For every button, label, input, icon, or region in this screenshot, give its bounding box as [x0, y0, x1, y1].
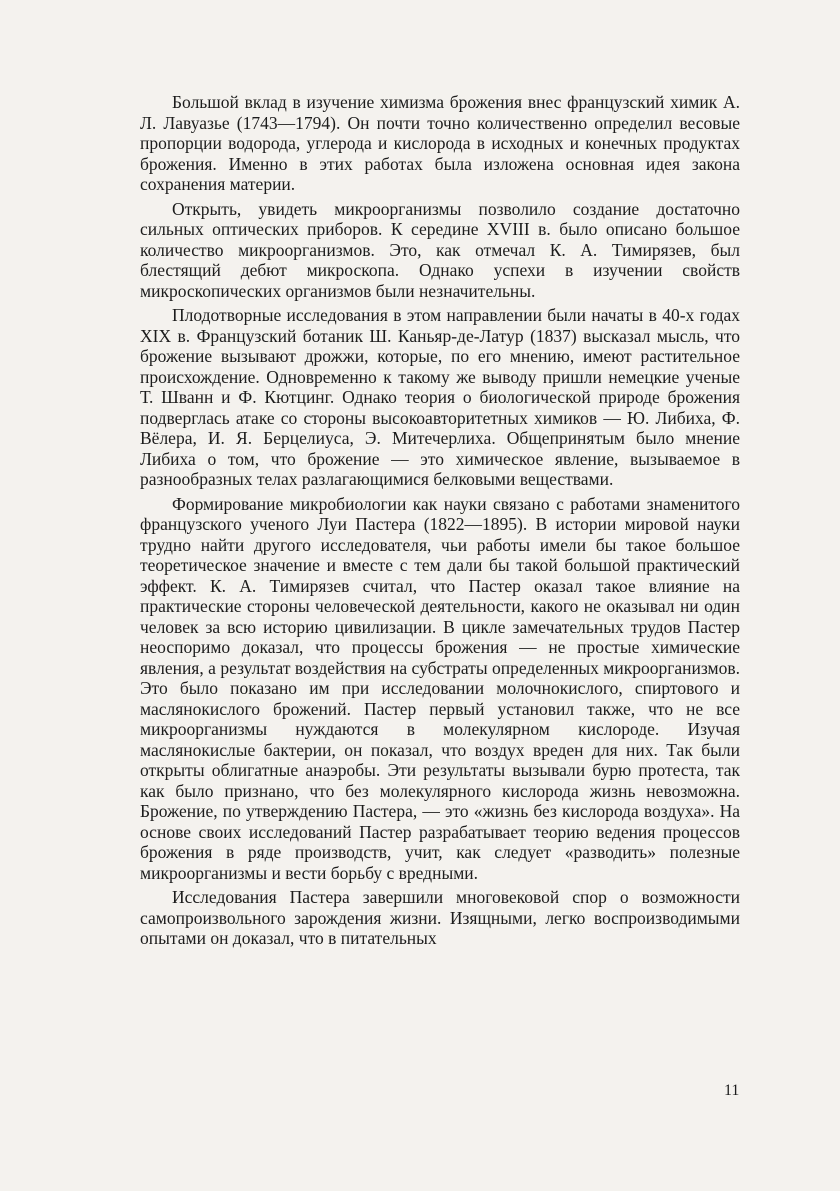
page-number: 11	[724, 1082, 740, 1099]
paragraph-microscope: Открыть, увидеть микроорганизмы позволило создание достаточно сильных оптических приборов. К середине XVIII в. было описано большое количество микроорганизмов. Это, как отмечал К. А. Тимирязев, был блестящий дебют микроскопа. Однако успехи в изучении свойств микроскопических организмов были незначительны.	[140, 198, 740, 301]
paragraph-lavoisier: Большой вклад в изучение химизма брожения внес французский химик А. Л. Лавуазье (1743—1794). Он почти точно количественно определил весовые пропорции водорода, углерода и кислорода в исходных и конечных продуктах брожения. Именно в этих работах была изложена основная идея закона сохранения материи.	[140, 92, 740, 194]
document-page	[140, 92, 740, 953]
paragraph-pasteur-fermentation: Формирование микробиологии как науки связано с работами знаменитого французского ученого Луи Пастера (1822—1895). В истории мировой науки трудно найти другого исследователя, чьи работы имели бы такое большое теоретическое значение и вместе с тем дали бы такой большой практический эффект. К. А. Тимирязев считал, что Пастер оказал такое влияние на практические стороны человеческой деятельности, какого не оказывал ни один человек за всю историю цивилизации. В цикле замечательных трудов Пастер неоспоримо доказал, что процессы брожения — не простые химические явления, а результат воздействия на субстраты определенных микроорганизмов. Это было показано им при исследовании молочнокислого, спиртового и маслянокислого брожений. Пастер первый установил также, что не все микроорганизмы нуждаются в молекулярном кислороде. Изучая маслянокислые бактерии, он показал, что воздух вреден для них. Так были открыты облигатные анаэробы. Эти результаты вызывали бурю протеста, так как было признано, что без молекулярного кислорода жизнь невозможна. Брожение, по утверждению Пастера, — это «жизнь без кислорода воздуха». На основе своих исследований Пастер разрабатывает теорию ведения процессов брожения в ряде производств, учит, как следует «разводить» полезные микроорганизмы и вести борьбу с вредными.	[140, 493, 740, 883]
paragraph-cagniard-de-latour: Плодотворные исследования в этом направлении были начаты в 40-х годах XIX в. Французский ботаник Ш. Каньяр-де-Латур (1837) высказал мысль, что брожение вызывают дрожжи, которые, по его мнению, имеют растительное происхождение. Одновременно к такому же выводу пришли немецкие ученые Т. Шванн и Ф. Кютцинг. Однако теория о биологической природе брожения подверглась атаке со стороны высокоавторитетных химиков — Ю. Либиха, Ф. Вёлера, И. Я. Берцелиуса, Э. Митечерлиха. Общепринятым было мнение Либиха о том, что брожение — это химическое явление, вызываемое в разнообразных телах разлагающимися белковыми веществами.	[140, 305, 740, 489]
paragraph-spontaneous-generation: Исследования Пастера завершили многовековой спор о возможности самопроизвольного зарождения жизни. Изящными, легко воспроизводимыми опытами он доказал, что в питательных	[140, 887, 740, 948]
